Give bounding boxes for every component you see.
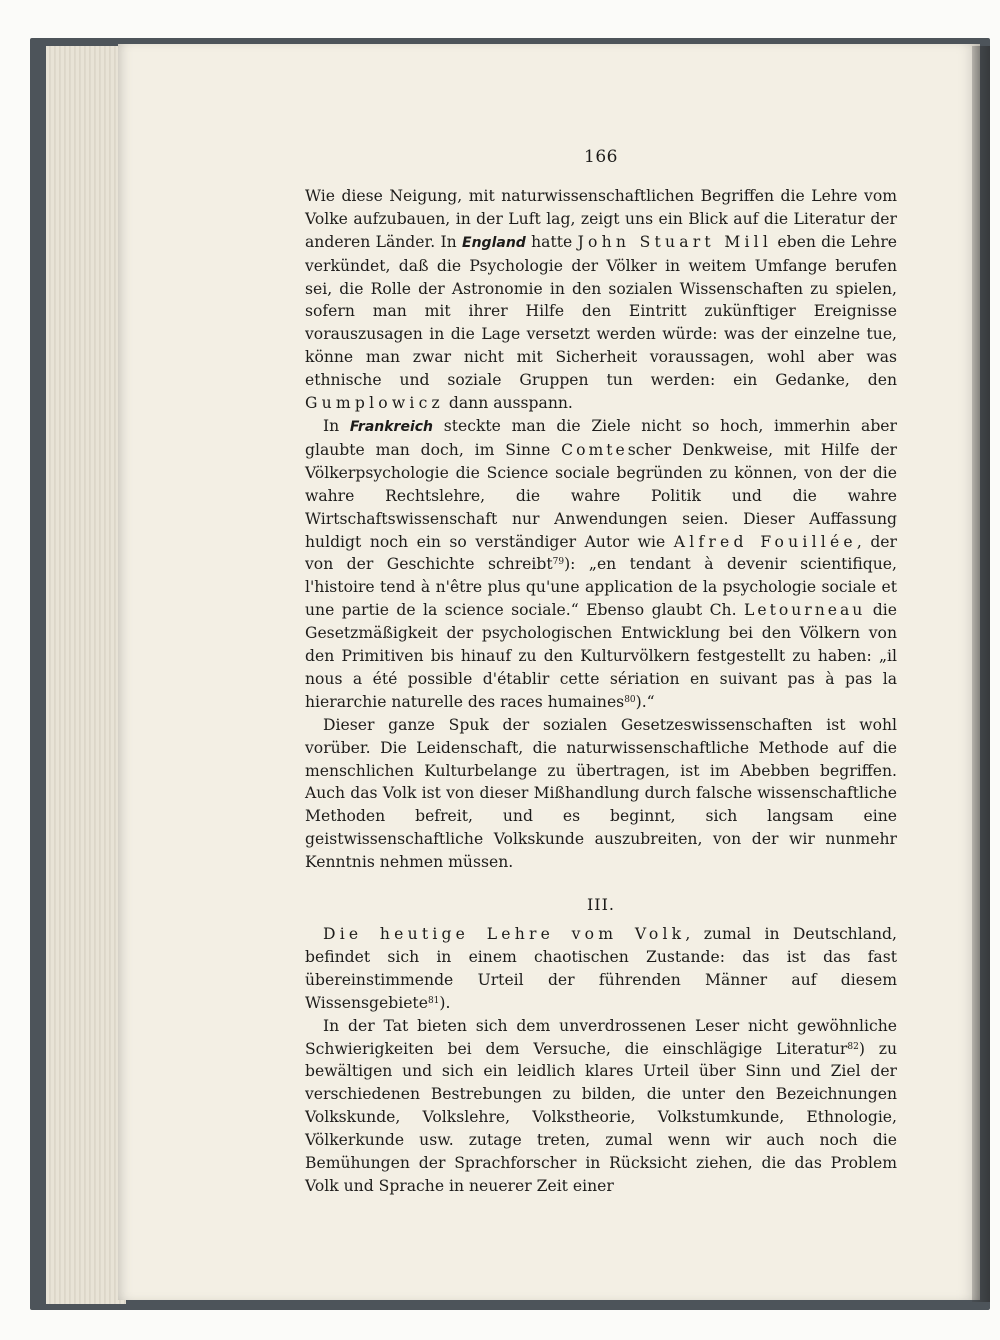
- paragraph-3: Dieser ganze Spuk der sozialen Gesetzeswissenschaften ist wohl vorüber. Die Leidenschaft, die naturwissenschaftliche Methode auf die menschlichen Kulturbelange zu übertragen, ist im Abebben begriffen. Auch das Volk ist von dieser Mißhandlung durch falsche wissenschaftliche Methoden befreit, und es beginnt, sich langsam eine geistwissenschaftliche Volkskunde auszubreiten, von der wir nunmehr Kenntnis nehmen müssen.: [305, 715, 897, 872]
- text-run: In der Tat bieten sich dem unverdrossenen Leser nicht gewöhnliche Schwierigkeiten bei dem Versuche, die einschlägige Literatur: [305, 1016, 897, 1058]
- text-run: hatte: [525, 232, 578, 251]
- author-comte: Comte: [561, 440, 628, 459]
- text-run: , der von der Geschichte schreibt: [305, 532, 897, 574]
- text-run: steckte man die Ziele nicht so hoch, immerhin aber glaubte man doch, im Sinne: [305, 416, 897, 459]
- text-run: Wie diese Neigung, mit naturwissenschaftlichen Begriffen die Lehre vom Volke aufzubauen, in der Luft lag, zeigt uns ein Blick auf die Literatur der anderen Länder. In: [305, 186, 897, 251]
- emphasis-frankreich: Frankreich: [349, 418, 434, 435]
- text-run: eben die Lehre verkündet, daß die Psychologie der Völker in weitem Umfange berufen sei, die Rolle der Astronomie in den sozialen Wissenschaften zu spielen, sofern man mit ihrer Hilfe den Eintritt zukünftiger Ereignisse vorauszusagen in die Lage versetzt werden würde: was der einzelne tue, könne man zwar nicht mit Sicherheit voraussagen, wohl aber was ethnische und soziale Gruppen tun werden: ein Gedanke, den: [305, 232, 897, 390]
- text-run: dann ausspann.: [443, 394, 573, 413]
- gutter-shadow: [972, 46, 990, 1302]
- text-run: ) zu bewältigen und sich ein leidlich klares Urteil über Sinn und Ziel der verschiedenen Bestrebungen zu bilden, die unter den Bezeichnungen Volkskunde, Volkslehre, Volkstheorie, Volkstumkunde, Ethnologie, Völkerkunde usw. zutage treten, zumal wenn wir auch noch die Bemühungen der Sprachforscher in Rücksicht ziehen, die das Problem Volk und Sprache in neuerer Zeit einer: [305, 1039, 897, 1195]
- text-run: die Gesetzmäßigkeit der psychologischen Entwicklung bei den Völkern von den Primitiven bis hinauf zu den Kulturvölkern festgestellt zu haben: „il nous a été possible d'établir cette sériation en suivant pas à pas la hierarchie naturelle des races humaines: [305, 601, 897, 711]
- section-heading: III.: [586, 895, 616, 915]
- text-run: ): „en tendant à devenir scientifique, l'histoire tend à n'être plus qu'une application de la psychologie sociale et une partie de la science sociale.“ Ebenso glaubt: [305, 555, 897, 620]
- page-edges: [46, 46, 126, 1304]
- footnote-ref-81: 81: [427, 995, 440, 1006]
- author-gumplowicz: Gumplowicz: [305, 394, 444, 413]
- footnote-ref-82: 82: [847, 1041, 859, 1052]
- author-letourneau: Letourneau: [744, 601, 866, 620]
- text-run: ).: [439, 993, 451, 1012]
- text-run: In: [323, 416, 350, 435]
- emphasis-england: England: [462, 234, 526, 251]
- spaced-phrase: Die heutige Lehre vom Volk: [323, 925, 686, 943]
- author-fouillee: Alfred Fouillée: [673, 532, 857, 551]
- paragraph-4: [305, 923, 897, 1015]
- footnote-ref-80: 80: [624, 694, 636, 705]
- text-run: ).“: [635, 692, 655, 711]
- text-run: , zumal in Deutschland, befindet sich in einem chaotischen Zustande: das ist das fast übereinstimmende Urteil der führenden Männer auf diesem Wissensgebiete: [305, 925, 897, 1012]
- author-mill: John Stuart Mill: [577, 232, 773, 251]
- paragraph-5: [305, 1015, 897, 1198]
- footnote-ref-79: 79: [552, 557, 565, 568]
- author-initial-ch: Ch.: [709, 601, 737, 620]
- paragraph-2: [305, 415, 897, 714]
- text-run: scher Denkweise, mit Hilfe der Völkerpsychologie die Science sociale begründen zu können, von der die wahre Rechtslehre, die wahre Politik und die wahre Wirtschaftswissenschaft nur Anwendungen seien. Dieser Auffassung huldigt noch ein so verständiger Autor wie: [305, 440, 898, 551]
- page-number: 166: [584, 147, 618, 167]
- page-text: [305, 146, 897, 1198]
- paragraph-1: [305, 185, 897, 415]
